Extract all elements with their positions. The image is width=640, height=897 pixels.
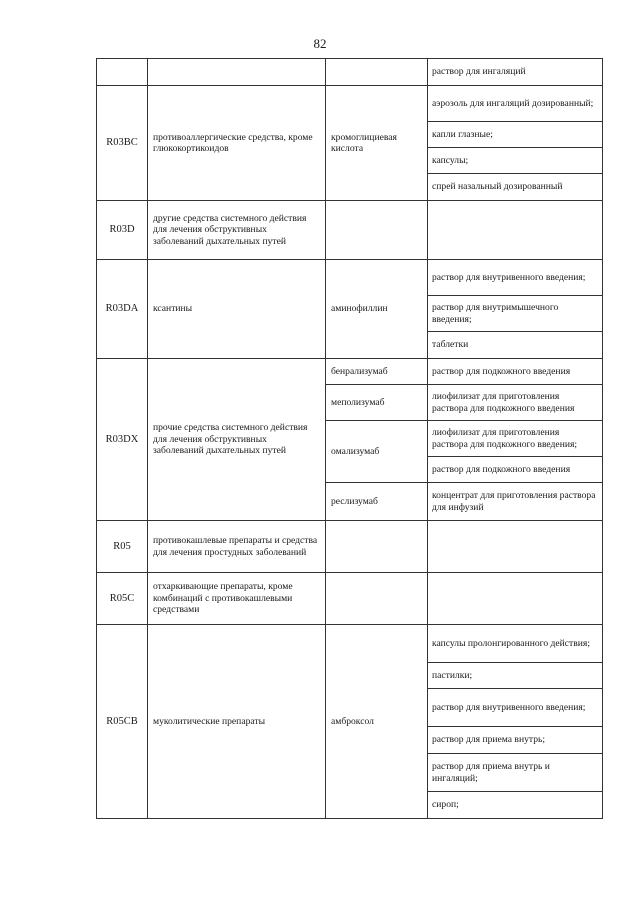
- group-cell: прочие средства системного действия для лечения обструктивных заболеваний дыхательных путей: [148, 359, 326, 521]
- substance-cell: омализумаб: [326, 421, 428, 483]
- group-cell: противокашлевые препараты и средства для лечения простудных заболеваний: [148, 521, 326, 573]
- dosage-form-cell: капли глазные;: [428, 122, 603, 148]
- group-cell: муколитические препараты: [148, 625, 326, 819]
- dosage-form-cell: спрей назальный дозированный: [428, 174, 603, 201]
- atc-code-cell: R03DA: [97, 260, 148, 359]
- dosage-form-cell: лиофилизат для приготовления раствора для подкожного введения;: [428, 421, 603, 457]
- group-cell: ксантины: [148, 260, 326, 359]
- substance-cell: бенрализумаб: [326, 359, 428, 385]
- group-cell: другие средства системного действия для лечения обструктивных заболеваний дыхательных путей: [148, 201, 326, 260]
- dosage-form-cell: раствор для внутривенного введения;: [428, 689, 603, 727]
- dosage-form-cell: [428, 521, 603, 573]
- table-row: [97, 201, 603, 260]
- table-row: [97, 359, 603, 385]
- table-row: [97, 521, 603, 573]
- substance-cell: аминофиллин: [326, 260, 428, 359]
- dosage-form-cell: пастилки;: [428, 663, 603, 689]
- atc-code-cell: R05: [97, 521, 148, 573]
- drug-table: [96, 58, 603, 819]
- dosage-form-cell: раствор для приема внутрь;: [428, 727, 603, 754]
- substance-cell: [326, 201, 428, 260]
- dosage-form-cell: раствор для внутримышечного введения;: [428, 296, 603, 332]
- substance-cell: [326, 59, 428, 86]
- code-cell: [97, 59, 148, 86]
- substance-cell: [326, 573, 428, 625]
- group-cell: отхаркивающие препараты, кроме комбинаций с противокашлевыми средствами: [148, 573, 326, 625]
- substance-cell: кромоглициевая кислота: [326, 86, 428, 201]
- atc-code-cell: R03BC: [97, 86, 148, 201]
- dosage-form-cell: лиофилизат для приготовления раствора для подкожного введения: [428, 385, 603, 421]
- atc-code-cell: R03D: [97, 201, 148, 260]
- group-cell: противоаллергические средства, кроме глюкокортикоидов: [148, 86, 326, 201]
- atc-code-cell: R03DX: [97, 359, 148, 521]
- substance-cell: амброксол: [326, 625, 428, 819]
- page-number: 82: [313, 36, 327, 51]
- dosage-form-cell: капсулы пролонгированного действия;: [428, 625, 603, 663]
- dosage-form-cell: капсулы;: [428, 148, 603, 174]
- table-row: [97, 260, 603, 296]
- dosage-form-cell: раствор для приема внутрь и ингаляций;: [428, 754, 603, 792]
- dosage-form-cell: таблетки: [428, 332, 603, 359]
- table-row: [97, 86, 603, 122]
- dosage-form-cell: раствор для подкожного введения: [428, 457, 603, 483]
- substance-cell: реслизумаб: [326, 483, 428, 521]
- substance-cell: меполизумаб: [326, 385, 428, 421]
- atc-code-cell: R05C: [97, 573, 148, 625]
- dosage-form-cell: раствор для ингаляций: [428, 59, 603, 86]
- dosage-form-cell: сироп;: [428, 792, 603, 819]
- group-cell: [148, 59, 326, 86]
- dosage-form-cell: [428, 201, 603, 260]
- dosage-form-cell: [428, 573, 603, 625]
- dosage-form-cell: концентрат для приготовления раствора для инфузий: [428, 483, 603, 521]
- table-row: [97, 625, 603, 663]
- table-row: [97, 573, 603, 625]
- dosage-form-cell: аэрозоль для ингаляций дозированный;: [428, 86, 603, 122]
- dosage-form-cell: раствор для подкожного введения: [428, 359, 603, 385]
- dosage-form-cell: раствор для внутривенного введения;: [428, 260, 603, 296]
- atc-code-cell: R05CB: [97, 625, 148, 819]
- substance-cell: [326, 521, 428, 573]
- table-row: [97, 59, 603, 86]
